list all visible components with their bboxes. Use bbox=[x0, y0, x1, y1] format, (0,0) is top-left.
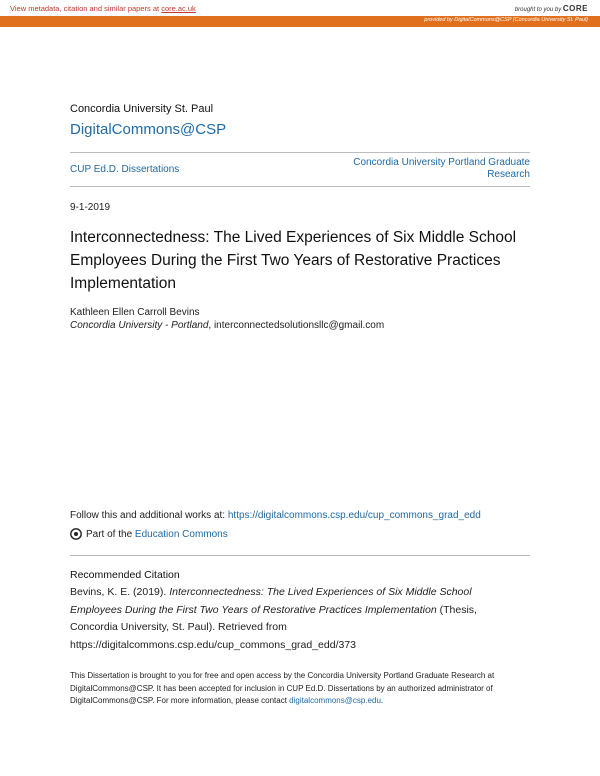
citation-heading: Recommended Citation bbox=[70, 569, 180, 581]
parent-collection-line-1: Concordia University Portland Graduate bbox=[353, 157, 530, 168]
publication-date: 9-1-2019 bbox=[70, 202, 111, 213]
author-name: Kathleen Ellen Carroll Bevins bbox=[70, 307, 200, 318]
document-title: Interconnectedness: The Lived Experiences of Six Middle School Employees During the First Two Years of Restorative Practices Implementation bbox=[70, 229, 517, 292]
follow-line bbox=[70, 510, 481, 521]
institution-name: Concordia University St. Paul bbox=[70, 103, 214, 115]
author-affiliation bbox=[70, 320, 384, 331]
part-of-line bbox=[70, 528, 228, 540]
citation-title: Interconnectedness: The Lived Experiences of Six Middle School Employees During the First Two Years of Restorative Practices Implementation bbox=[70, 586, 472, 616]
core-logo: CORE bbox=[562, 4, 588, 13]
footer-text: This Dissertation is brought to you for free and open access by the Concordia University Portland Graduate Research at DigitalCommons@CSP. It has been accepted for inclusion in CUP Ed.D. Dissertations by an authorized administrator of DigitalCommons@CSP. For more information, please contact bbox=[70, 671, 495, 705]
footer-end: . bbox=[380, 696, 384, 705]
core-brand[interactable] bbox=[515, 4, 588, 13]
parent-collection-line-2: Research bbox=[487, 169, 530, 180]
core-brought-text: brought to you by bbox=[514, 7, 562, 13]
footer-notice bbox=[70, 670, 530, 708]
core-banner bbox=[0, 0, 600, 16]
part-of-label: Part of the bbox=[86, 528, 133, 540]
affiliation-institution: Concordia University - Portland bbox=[70, 320, 209, 331]
provided-by-text: provided by DigitalCommons@CSP (Concordia University St. Paul) bbox=[424, 17, 588, 23]
citation-prefix: Bevins, K. E. (2019). bbox=[70, 586, 170, 598]
citation-body bbox=[70, 584, 510, 654]
follow-link[interactable]: https://digitalcommons.csp.edu/cup_commons_grad_edd bbox=[227, 510, 481, 521]
provided-by-bar bbox=[0, 16, 600, 27]
parent-collection-link[interactable] bbox=[353, 157, 530, 181]
core-link[interactable]: core.ac.uk bbox=[161, 4, 196, 13]
follow-label: Follow this and additional works at: bbox=[70, 510, 228, 521]
author-email: , interconnectedsolutionsllc@gmail.com bbox=[208, 320, 385, 331]
divider bbox=[70, 555, 530, 556]
core-banner-text bbox=[10, 4, 196, 13]
contact-email-link[interactable]: digitalcommons@csp.edu bbox=[289, 696, 381, 705]
core-banner-label: View metadata, citation and similar papers at bbox=[10, 4, 162, 13]
commons-network-icon bbox=[70, 528, 82, 540]
divider bbox=[70, 152, 530, 153]
education-commons-link[interactable]: Education Commons bbox=[134, 528, 228, 540]
collection-link[interactable]: CUP Ed.D. Dissertations bbox=[70, 164, 180, 175]
citation-suffix: (Thesis, Concordia University, St. Paul). Retrieved from https://digitalcommons.csp.edu/cup_commons_grad_edd/373 bbox=[70, 603, 477, 651]
divider bbox=[70, 186, 530, 187]
repository-link[interactable]: DigitalCommons@CSP bbox=[70, 121, 227, 138]
